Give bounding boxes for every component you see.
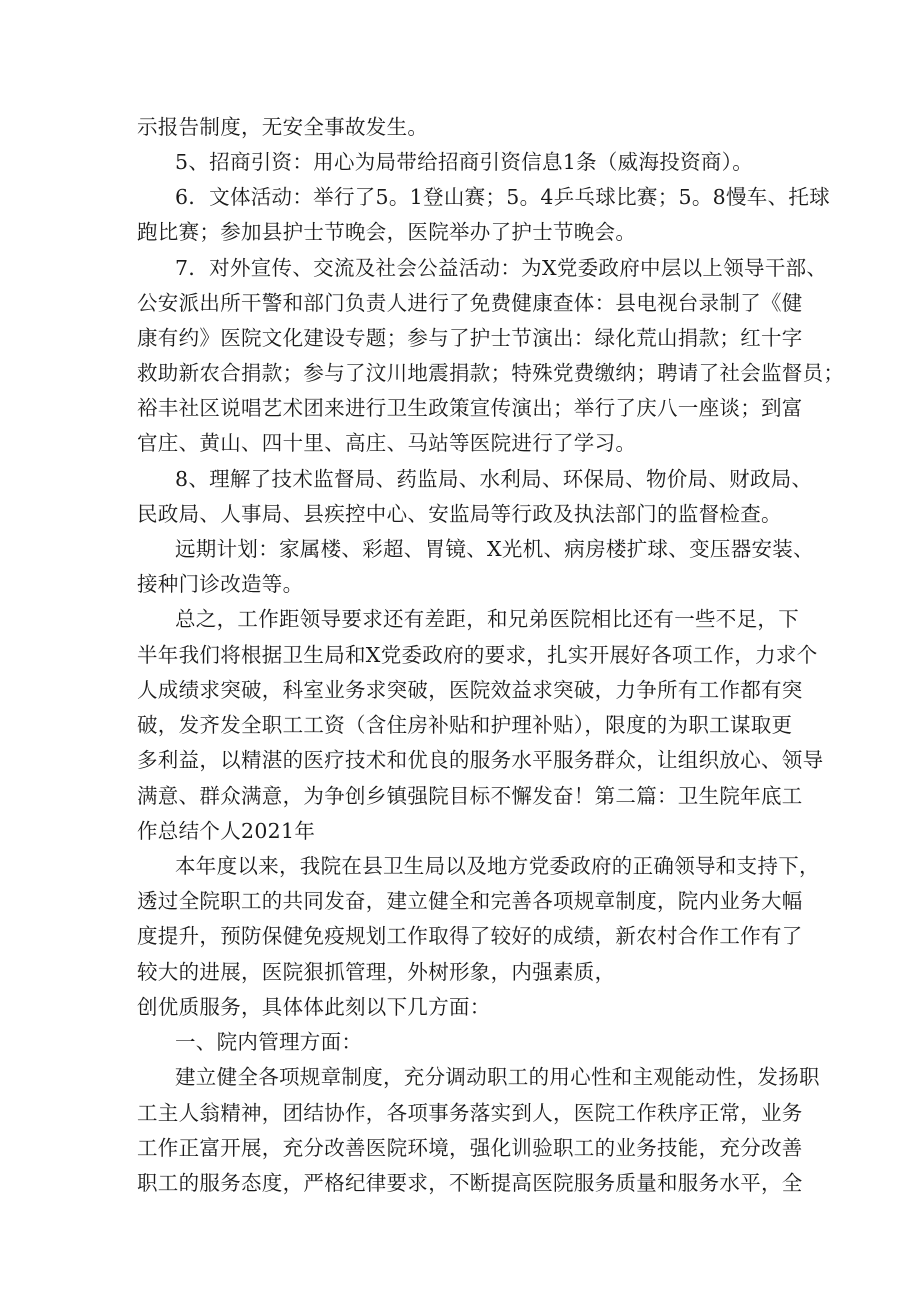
text-line-20: 满意、群众满意，为争创乡镇强院目标不懈发奋！第二篇：卫生院年底工 (137, 784, 803, 808)
text-line-13: 远期计划：家属楼、彩超、胃镜、X光机、病房楼扩球、变压器安装、 (175, 537, 814, 561)
text-line-1: 示报告制度，无安全事故发生。 (137, 115, 429, 139)
text-line-25: 较大的进展，医院狠抓管理，外树形象，内强素质， (137, 960, 616, 984)
text-line-23: 透过全院职工的共同发奋，建立健全和完善各项规章制度，院内业务大幅 (137, 889, 803, 913)
text-line-17: 人成绩求突破，科室业务求突破，医院效益求突破，力争所有工作都有突 (137, 678, 803, 702)
text-line-31: 职工的服务态度，严格纪律要求，不断提高医院服务质量和服务水平，全 (137, 1171, 803, 1195)
text-line-24: 度提升，预防保健免疫规划工作取得了较好的成绩，新农村合作工作有了 (137, 924, 803, 948)
text-line-6: 公安派出所干警和部门负责人进行了免费健康查体：县电视台录制了《健 (137, 291, 803, 315)
text-line-5: 7．对外宣传、交流及社会公益活动：为X党委政府中层以上领导干部、 (175, 256, 828, 280)
text-line-3: 6．文体活动：举行了5。1登山赛；5。4乒乓球比赛；5。8慢车、托球 (175, 185, 830, 209)
text-line-30: 工作正富开展，充分改善医院环境，强化训验职工的业务技能，充分改善 (137, 1136, 803, 1160)
text-line-4: 跑比赛；参加县护士节晚会，医院举办了护士节晚会。 (137, 220, 637, 244)
text-line-12: 民政局、人事局、县疾控中心、安监局等行政及执法部门的监督检查。 (137, 502, 782, 526)
text-line-26: 创优质服务，具体体此刻以下几方面： (137, 995, 491, 1019)
text-line-2: 5、招商引资：用心为局带给招商引资信息1条（威海投资商）。 (175, 150, 754, 174)
text-line-16: 半年我们将根据卫生局和X党委政府的要求，扎实开展好各项工作，力求个 (137, 643, 818, 667)
text-line-27: 一、院内管理方面： (175, 1030, 363, 1054)
text-line-7: 康有约》医院文化建设专题；参与了护士节演出：绿化荒山捐款；红十字 (137, 326, 803, 350)
text-line-29: 工主人翁精神，团结协作，各项事务落实到人，医院工作秩序正常，业务 (137, 1101, 803, 1125)
text-line-22: 本年度以来，我院在县卫生局以及地方党委政府的正确领导和支持下， (175, 854, 820, 878)
text-line-8: 救助新农合捐款；参与了汶川地震捐款；特殊党费缴纳；聘请了社会监督员； (137, 361, 845, 385)
text-line-19: 多利益，以精湛的医疗技术和优良的服务水平服务群众，让组织放心、领导 (137, 748, 824, 772)
text-line-15: 总之，工作距领导要求还有差距，和兄弟医院相比还有一些不足，下 (175, 607, 799, 631)
text-line-21: 作总结个人2021年 (137, 819, 316, 843)
text-line-11: 8、理解了技术监督局、药监局、水利局、环保局、物价局、财政局、 (175, 467, 813, 491)
text-line-10: 官庄、黄山、四十里、高庄、马站等医院进行了学习。 (137, 431, 637, 455)
text-line-28: 建立健全各项规章制度，充分调动职工的用心性和主观能动性，发扬职 (175, 1065, 820, 1089)
text-line-9: 裕丰社区说唱艺术团来进行卫生政策宣传演出；举行了庆八一座谈；到富 (137, 396, 803, 420)
text-line-14: 接种门诊改造等。 (137, 572, 304, 596)
text-line-18: 破，发齐发全职工工资（含住房补贴和护理补贴），限度的为职工谋取更 (137, 713, 793, 737)
